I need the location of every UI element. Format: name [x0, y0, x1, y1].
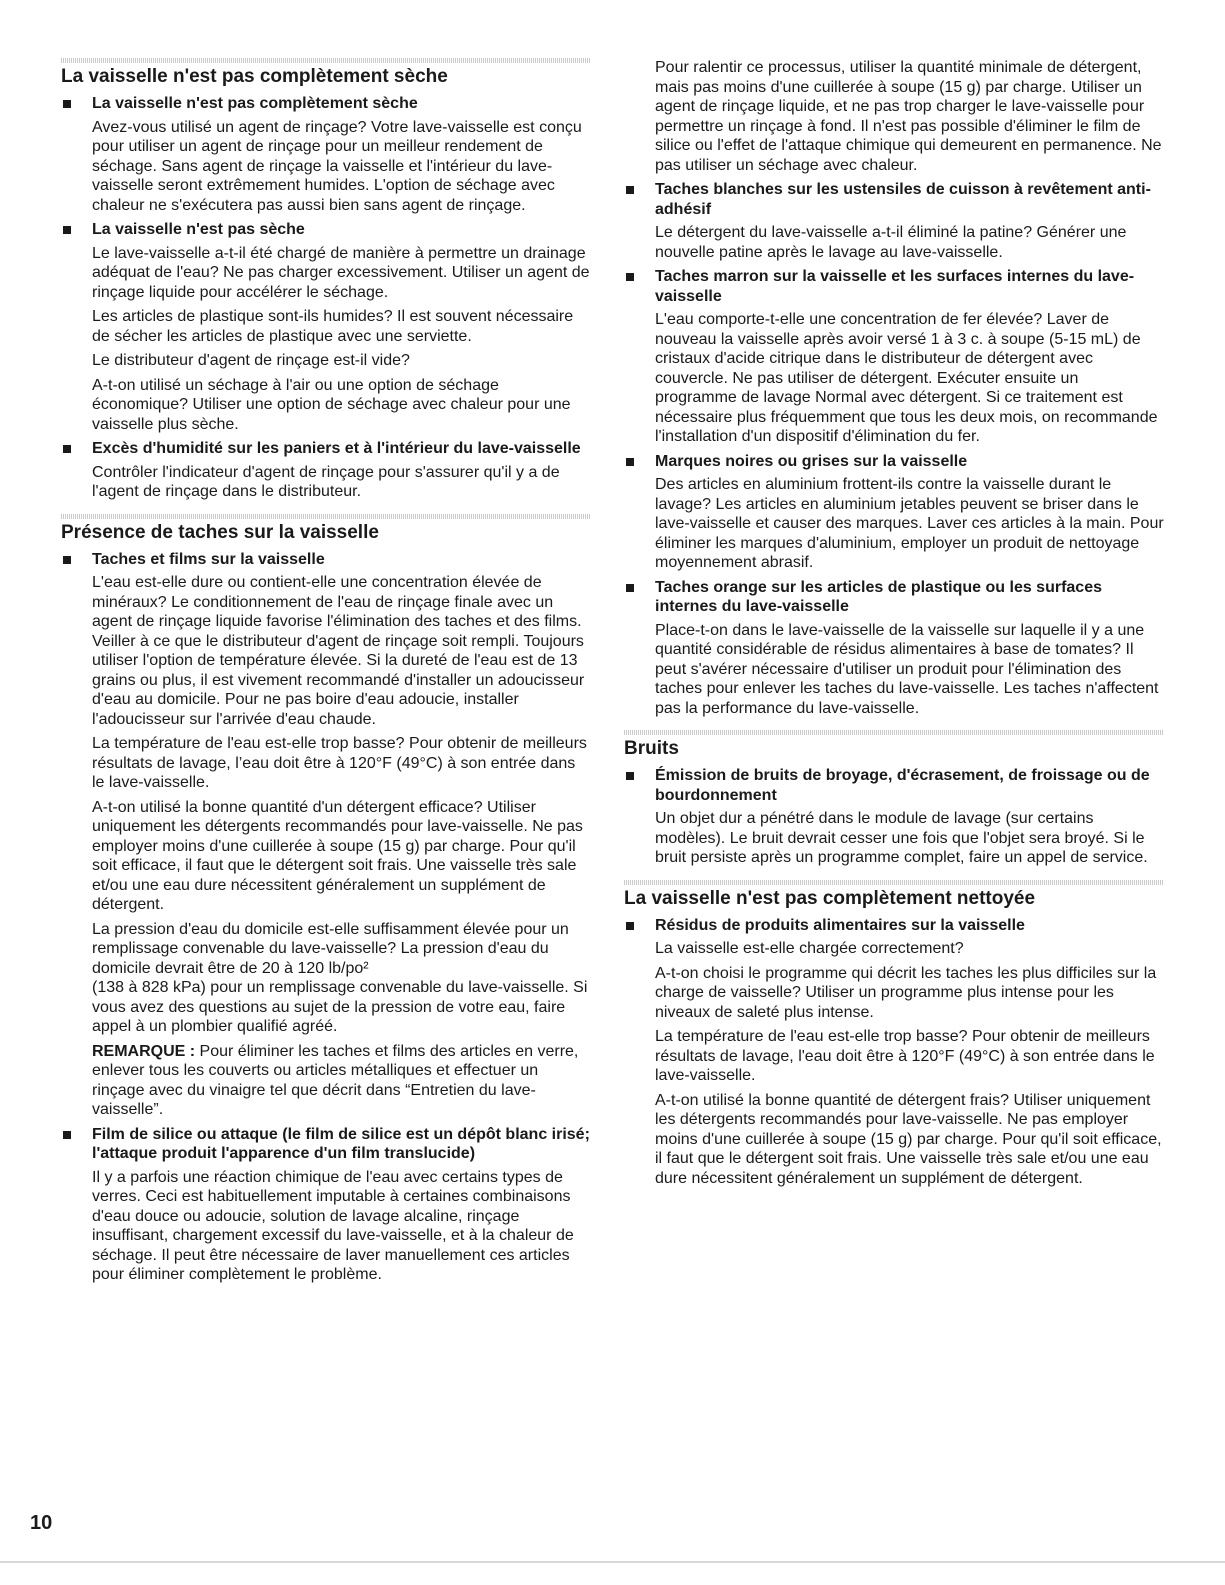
paragraph: La température de l'eau est-elle trop basse? Pour obtenir de meilleurs résultats de lavage, l’eau doit être à 120°F (49°C) à son entrée dans le lave-vaisselle. [92, 735, 587, 791]
paragraph: L'eau comporte-t-elle une concentration de fer élevée? Laver de nouveau la vaisselle après avoir versé 1 à 3 c. à soupe (5-15 mL) de cristaux d'acide citrique dans le distributeur de détergent avec couvercle. Ne pas utiliser de détergent. Exécuter ensuite un programme de lavage Normal avec détergent. Si ce traitement est nécessaire plus fréquemment que tous les deux mois, on recommande l'installation d'un dispositif d'élimination du fer. [655, 311, 1158, 445]
page-bottom-rule [0, 1561, 1225, 1563]
section-divider [624, 730, 1164, 735]
paragraph: Le distributeur d'agent de rinçage est-il vide? [92, 352, 410, 369]
paragraph: Contrôler l'indicateur d'agent de rinçage pour s'assurer qu'il y a de l'agent de rinçage dans le distributeur. [92, 463, 560, 500]
page-number: 10 [30, 1512, 53, 1534]
paragraph: Il y a parfois une réaction chimique de l'eau avec certains types de verres. Ceci est habituellement imputable à certaines combinaisons d'eau douce ou adoucie, solution de lavage alcaline, rinçage insuffisant, chargement excessif du lave-vaisselle, et à la chaleur de séchage. Il peut être nécessaire de laver manuellement ces articles pour éliminer complètement le problème. [92, 1168, 574, 1283]
bullet-icon [63, 445, 71, 453]
item-title: Émission de bruits de broyage, d'écrasement, de froissage ou de bourdonnement [655, 767, 1150, 804]
left-column [61, 58, 591, 1290]
item-title: Film de silice ou attaque (le film de silice est un dépôt blanc irisé; l'attaque produit l'apparence d'un film translucide) [92, 1125, 590, 1162]
troubleshoot-item [61, 94, 591, 215]
bullet-icon [626, 772, 634, 780]
paragraph: A-t-on utilisé un séchage à l'air ou une option de séchage économique? Utiliser une option de séchage avec chaleur pour une vaisselle plus sèche. [92, 376, 571, 433]
paragraph: Avez-vous utilisé un agent de rinçage? Votre lave-vaisselle est conçu pour utiliser un agent de rinçage pour un meilleur rendement de séchage. Sans agent de rinçage la vaisselle et l'intérieur du lave-vaisselle seront extrêmement humides. L'option de séchage avec chaleur ne s'exécutera pas aussi bien sans agent de rinçage. [92, 118, 582, 214]
note-paragraph [92, 1042, 591, 1120]
item-title: Taches orange sur les articles de plastique ou les surfaces internes du lave-vaisselle [655, 578, 1102, 615]
right-column [624, 58, 1164, 1193]
note-text: Pour éliminer les taches et films des articles en verre, enlever tous les couverts ou articles métalliques et effectuer un rinçage avec du vinaigre tel que décrit dans “Entretien du lave-vaisselle”. [92, 1042, 579, 1118]
item-title: Marques noires ou grises sur la vaisselle [655, 452, 968, 470]
troubleshoot-item [61, 220, 591, 434]
section-title-noise: Bruits [624, 738, 679, 759]
paragraph: L'eau est-elle dure ou contient-elle une concentration élevée de minéraux? Le conditionnement de l'eau de rinçage finale avec un agent de rinçage liquide favorise l'élimination des taches et des films. Veiller à ce que le distributeur d'agent de rinçage soit rempli. Toujours utiliser l'option de température élevée. Si la dureté de l'eau est de 13 grains ou plus, il est vivement recommandé d'installer un adoucisseur d'eau au domicile. Pour ne pas boire d'eau adoucie, installer l'adoucisseur sur l'arrivée d'eau chaude. [92, 574, 585, 728]
paragraph: A-t-on utilisé la bonne quantité de détergent frais? Utiliser uniquement les détergents recommandés pour lave-vaisselle. Ne pas employer moins d'une cuillerée à soupe (15 g) par charge. Pour qu'il soit efficace, il faut que le détergent soit frais. Une vaisselle très sale et/ou une eau dure nécessitent généralement un supplément de détergent. [655, 1091, 1162, 1187]
troubleshoot-item [624, 916, 1164, 1189]
item-title: Taches marron sur la vaisselle et les surfaces internes du lave-vaisselle [655, 268, 1135, 305]
paragraph: Un objet dur a pénétré dans le module de lavage (sur certains modèles). Le bruit devrait cesser une fois que l'objet sera broyé. Si le bruit persiste après un programme complet, faire un appel de service. [655, 810, 1148, 866]
paragraph: Place-t-on dans le lave-vaisselle de la vaisselle sur laquelle il y a une quantité considérable de résidus alimentaires à base de tomates? Il peut s'avérer nécessaire d'utiliser un produit pour l'élimination des taches pour enlever les taches du lave-vaisselle. Les taches n'affectent pas la performance du lave-vaisselle. [655, 621, 1159, 717]
paragraph: A-t-on choisi le programme qui décrit les taches les plus difficiles sur la charge de vaisselle? Utiliser un programme plus intense pour les niveaux de saleté plus intense. [655, 964, 1157, 1021]
bullet-icon [626, 584, 634, 592]
bullet-icon [63, 1131, 71, 1139]
continued-paragraph: Pour ralentir ce processus, utiliser la quantité minimale de détergent, mais pas moins d'une cuillerée à soupe (15 g) par charge. Utiliser un agent de rinçage liquide, et ne pas trop charger le lave-vaisselle pour permettre un rinçage à fond. Il n'est pas possible d'éliminer le film de silice ou l'effet de l'attaque chimique qui demeurent en permanence. Ne pas utiliser un séchage avec chaleur. [655, 59, 1162, 174]
paragraph: A-t-on utilisé la bonne quantité d'un détergent efficace? Utiliser uniquement les détergents recommandés pour lave-vaisselle. Ne pas employer moins d'une cuillerée à soupe (15 g) par charge. Pour qu'il soit efficace, il faut que le détergent soit frais. Une vaisselle très sale et/ou une eau dure nécessitent généralement un supplément de détergent. [92, 798, 583, 913]
item-title: Taches et films sur la vaisselle [92, 550, 325, 568]
section-divider [61, 58, 591, 63]
troubleshoot-item [624, 452, 1164, 573]
section-title-spots: Présence de taches sur la vaisselle [61, 521, 379, 543]
bullet-icon [626, 922, 634, 930]
note-label: REMARQUE : [92, 1042, 196, 1060]
paragraph: Les articles de plastique sont-ils humides? Il est souvent nécessaire de sécher les articles de plastique avec une serviette. [92, 308, 574, 345]
troubleshoot-item [624, 267, 1164, 447]
paragraph: Le détergent du lave-vaisselle a-t-il éliminé la patine? Générer une nouvelle patine après le lavage au lave-vaisselle. [655, 224, 1127, 261]
item-title: La vaisselle n'est pas sèche [92, 221, 305, 238]
item-title: Excès d'humidité sur les paniers et à l'intérieur du lave-vaisselle [92, 440, 581, 457]
troubleshoot-item [624, 578, 1164, 719]
bullet-icon [626, 186, 634, 194]
bullet-icon [63, 226, 71, 234]
paragraph: Des articles en aluminium frottent-ils contre la vaisselle durant le lavage? Les articles en aluminium jetables peuvent se briser dans le lave-vaisselle et causer des marques. Laver ces articles à la main. Pour éliminer les marques d'aluminium, employer un produit de nettoyage moyennement abrasif. [655, 476, 1164, 571]
bullet-icon [63, 100, 71, 108]
section-title-not-clean: La vaisselle n'est pas complètement nettoyée [624, 887, 1036, 909]
troubleshoot-item [624, 180, 1164, 262]
troubleshoot-item [61, 1125, 591, 1285]
paragraph: La pression d'eau du domicile est-elle suffisamment élevée pour un remplissage convenable du lave-vaisselle? La pression d'eau du domicile devrait être de 20 à 120 lb/po² (138 à 828 kPa) pour un remplissage convenable du lave-vaisselle. Si vous avez des questions au sujet de la pression de votre eau, faire appel à un plombier qualifié agréé. [92, 920, 588, 1035]
bullet-icon [63, 556, 71, 564]
bullet-icon [626, 273, 634, 281]
section-divider [61, 514, 591, 519]
section-title-dishes-not-dry: La vaisselle n'est pas complètement sèche [61, 66, 448, 87]
paragraph: Le lave-vaisselle a-t-il été chargé de manière à permettre un drainage adéquat de l'eau? Ne pas charger excessivement. Utiliser un agent de rinçage liquide pour accélérer le séchage. [92, 244, 590, 301]
troubleshoot-item [61, 550, 591, 1120]
section-divider [624, 880, 1164, 885]
item-title: Résidus de produits alimentaires sur la vaisselle [655, 916, 1025, 934]
item-title: La vaisselle n'est pas complètement sèche [92, 95, 418, 112]
item-title: Taches blanches sur les ustensiles de cuisson à revêtement anti-adhésif [655, 181, 1151, 218]
paragraph: La vaisselle est-elle chargée correctement? [655, 940, 964, 957]
bullet-icon [626, 458, 634, 466]
paragraph: La température de l'eau est-elle trop basse? Pour obtenir de meilleurs résultats de lavage, l'eau doit être à 120°F (49°C) à son entrée dans le lave-vaisselle. [655, 1028, 1155, 1084]
troubleshoot-item [61, 439, 591, 502]
troubleshoot-item [624, 766, 1164, 868]
